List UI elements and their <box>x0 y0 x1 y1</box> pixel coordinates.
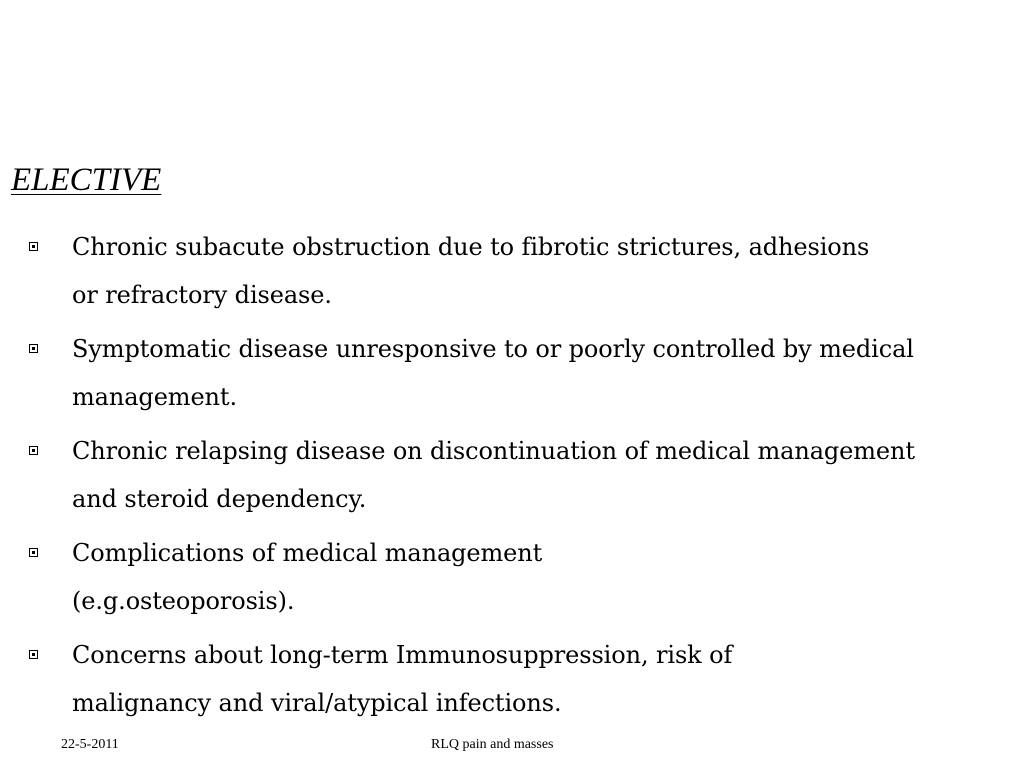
bullet-text-line: malignancy and viral/atypical infections. <box>72 689 562 717</box>
section-heading: ELECTIVE <box>11 162 162 198</box>
bullet-text-line: Chronic relapsing disease on discontinuation of medical management <box>72 437 915 465</box>
footer-title: RLQ pain and masses <box>431 737 554 752</box>
bullet-list <box>0 223 1010 733</box>
bullet-text-line: Complications of medical management <box>72 539 543 567</box>
bullet-text-line: and steroid dependency. <box>72 485 367 513</box>
list-item <box>0 631 1010 727</box>
square-bullet-icon <box>29 650 38 659</box>
bullet-text-line: Concerns about long-term Immunosuppression, risk of <box>72 641 733 669</box>
list-item <box>0 427 1010 523</box>
list-item <box>0 529 1010 625</box>
square-bullet-icon <box>29 446 38 455</box>
bullet-text-line: management. <box>72 383 237 411</box>
list-item <box>0 223 1010 319</box>
bullet-text-line: (e.g.osteoporosis). <box>72 587 295 615</box>
bullet-text-line: Symptomatic disease unresponsive to or poorly controlled by medical <box>72 335 914 363</box>
square-bullet-icon <box>29 548 38 557</box>
bullet-text-line: or refractory disease. <box>72 281 332 309</box>
square-bullet-icon <box>29 344 38 353</box>
bullet-text-line: Chronic subacute obstruction due to fibrotic strictures, adhesions <box>72 233 870 261</box>
square-bullet-icon <box>29 242 38 251</box>
footer-date: 22-5-2011 <box>61 737 119 752</box>
list-item <box>0 325 1010 421</box>
